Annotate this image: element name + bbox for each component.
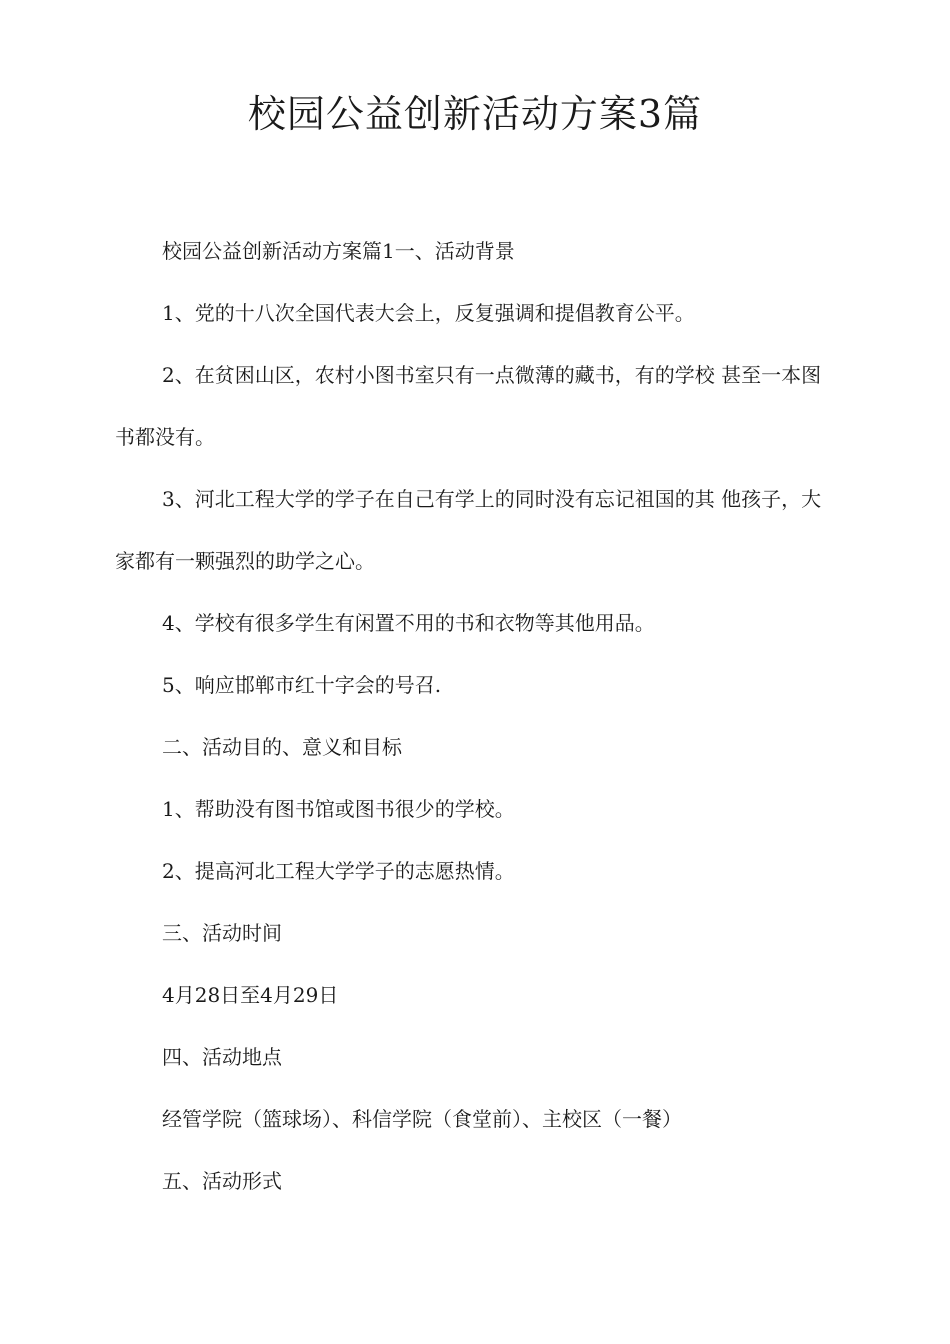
section-heading-time: 三、活动时间	[162, 921, 282, 945]
document-title: 校园公益创新活动方案3篇	[247, 92, 703, 136]
paragraph-purpose-1: 1、帮助没有图书馆或图书很少的学校。	[162, 797, 515, 821]
paragraph-background-4: 4、学校有很多学生有闲置不用的书和衣物等其他用品。	[162, 611, 655, 635]
paragraph-intro: 校园公益创新活动方案篇1一、活动背景	[162, 239, 515, 263]
section-heading-location: 四、活动地点	[162, 1045, 282, 1069]
paragraph-background-1: 1、党的十八次全国代表大会上，反复强调和提倡教育公平。	[162, 301, 695, 325]
paragraph-background-3: 3、河北工程大学的学子在自己有学上的同时没有忘记祖国的其 他孩子，大家都有一颗强烈的助学之心。	[115, 487, 822, 573]
section-heading-purpose: 二、活动目的、意义和目标	[162, 735, 402, 759]
section-heading-format: 五、活动形式	[162, 1169, 282, 1193]
paragraph-background-2: 2、在贫困山区，农村小图书室只有一点微薄的藏书，有的学校 甚至一本图书都没有。	[115, 363, 822, 449]
paragraph-location: 经管学院（篮球场）、科信学院（食堂前）、主校区（一餐）	[162, 1107, 682, 1131]
paragraph-background-5: 5、响应邯郸市红十字会的号召.	[162, 673, 442, 697]
document-body	[115, 220, 835, 1212]
paragraph-time: 4月28日至4月29日	[162, 983, 339, 1007]
paragraph-purpose-2: 2、提高河北工程大学学子的志愿热情。	[162, 859, 515, 883]
